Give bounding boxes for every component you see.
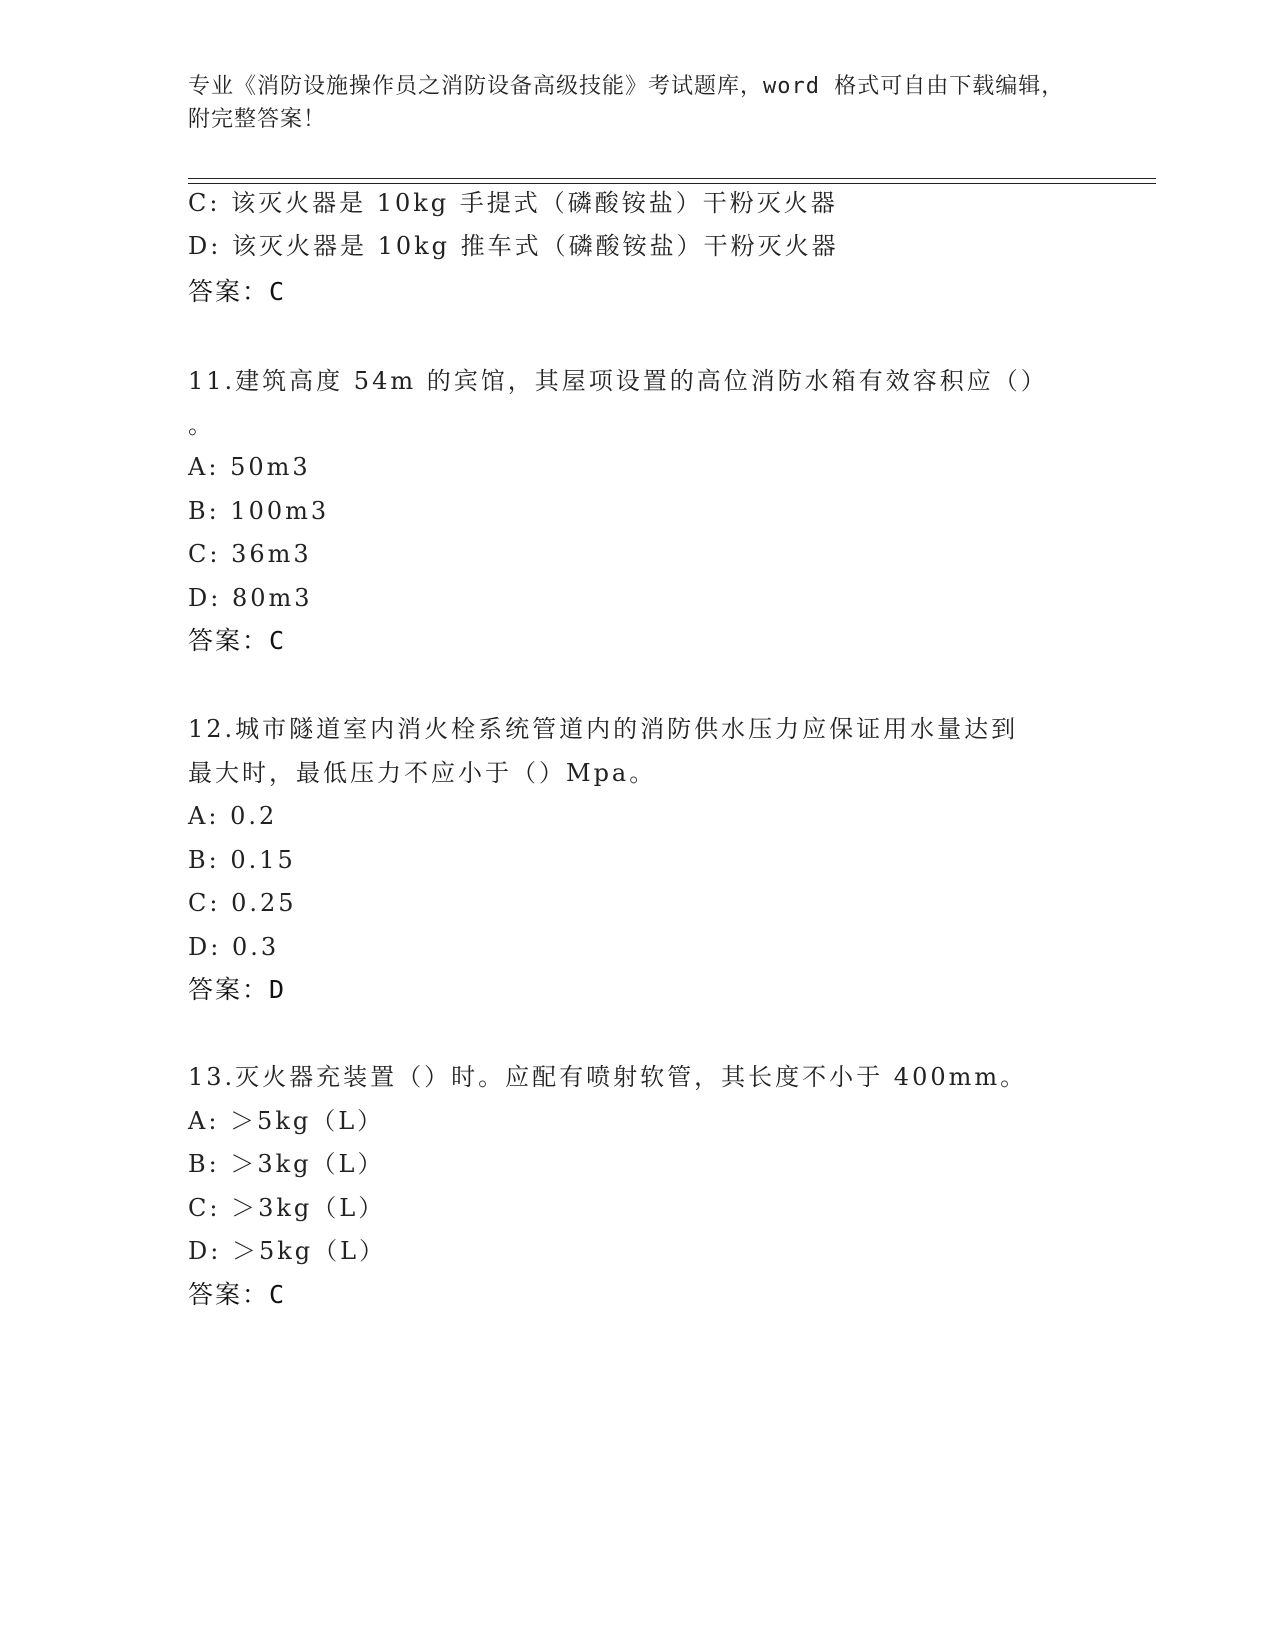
option-text: 该灭火器是 10kg 手提式（磷酸铵盐）干粉灭火器 bbox=[231, 189, 838, 217]
answer-label: 答案： bbox=[188, 626, 270, 655]
option-text: ＞3kg（L） bbox=[231, 1194, 386, 1222]
question-13-option-a: A: ＞5kg（L） bbox=[188, 1107, 385, 1135]
option-letter: C bbox=[188, 889, 210, 917]
answer-label: 答案： bbox=[188, 277, 270, 306]
option-letter: D bbox=[188, 1237, 211, 1265]
option-text: 80m3 bbox=[231, 584, 313, 612]
answer-value: D bbox=[269, 975, 287, 1004]
question-12-option-b: B: 0.15 bbox=[188, 846, 296, 874]
option-text: ＞3kg（L） bbox=[230, 1150, 385, 1178]
answer-label: 答案： bbox=[188, 975, 270, 1004]
option-text: ＞5kg（L） bbox=[231, 1237, 387, 1265]
question-11-option-b: B: 100m3 bbox=[188, 497, 330, 525]
question-11-answer bbox=[188, 626, 286, 656]
answer-label: 答案： bbox=[188, 1280, 270, 1309]
question-11-option-c: C: 36m3 bbox=[188, 540, 312, 568]
question-12-answer bbox=[188, 975, 286, 1005]
question-12-option-a: A: 0.2 bbox=[188, 802, 278, 830]
option-c: C: 该灭火器是 10kg 手提式（磷酸铵盐）干粉灭火器 bbox=[188, 189, 838, 217]
option-letter: A bbox=[188, 453, 209, 481]
question-13-answer bbox=[188, 1280, 286, 1310]
option-letter: B bbox=[188, 497, 209, 525]
option-text: 该灭火器是 10kg 推车式（磷酸铵盐）干粉灭火器 bbox=[231, 232, 839, 260]
answer-line bbox=[188, 277, 286, 307]
option-text: 100m3 bbox=[230, 497, 330, 525]
option-text: 36m3 bbox=[231, 540, 312, 568]
option-text: 50m3 bbox=[230, 453, 311, 481]
option-letter: A bbox=[188, 802, 209, 830]
option-letter: C bbox=[188, 540, 210, 568]
option-letter: D bbox=[188, 584, 211, 612]
question-12-option-c: C: 0.25 bbox=[188, 889, 297, 917]
option-letter: C bbox=[188, 1194, 210, 1222]
question-12-stem-cont: 最大时，最低压力不应小于（）Mpa。 bbox=[188, 759, 657, 787]
option-letter: D bbox=[188, 232, 211, 260]
question-11-option-a: A: 50m3 bbox=[188, 453, 311, 481]
question-11-option-d: D: 80m3 bbox=[188, 584, 313, 612]
option-letter: A bbox=[188, 1107, 209, 1135]
document-header: 专业《消防设施操作员之消防设备高级技能》考试题库，word 格式可自由下载编辑，附完整答案！ bbox=[188, 74, 1065, 132]
question-12-option-d: D: 0.3 bbox=[188, 933, 280, 961]
question-12-stem: 12.城市隧道室内消火栓系统管道内的消防供水压力应保证用水量达到 bbox=[188, 715, 1019, 743]
header-rule-bottom bbox=[188, 183, 1156, 184]
option-letter: C bbox=[188, 189, 210, 217]
option-text: 0.15 bbox=[230, 846, 296, 874]
option-d: D: 该灭火器是 10kg 推车式（磷酸铵盐）干粉灭火器 bbox=[188, 232, 839, 260]
option-text: ＞5kg（L） bbox=[230, 1107, 385, 1135]
header-rule-top bbox=[188, 178, 1156, 179]
question-11-stem: 11.建筑高度 54m 的宾馆，其屋项设置的高位消防水箱有效容积应（） bbox=[188, 367, 1048, 395]
option-letter: D bbox=[188, 933, 211, 961]
option-text: 0.2 bbox=[230, 802, 278, 830]
question-13-option-b: B: ＞3kg（L） bbox=[188, 1150, 385, 1178]
question-13-stem: 13.灭火器充装置（）时。应配有喷射软管，其长度不小于 400mm。 bbox=[188, 1063, 1028, 1091]
option-text: 0.25 bbox=[231, 889, 297, 917]
option-letter: B bbox=[188, 846, 209, 874]
question-13-option-d: D: ＞5kg（L） bbox=[188, 1237, 387, 1265]
answer-value: C bbox=[269, 1280, 287, 1309]
answer-value: C bbox=[269, 626, 287, 655]
question-13-option-c: C: ＞3kg（L） bbox=[188, 1194, 386, 1222]
answer-value: C bbox=[269, 277, 287, 306]
option-letter: B bbox=[188, 1150, 209, 1178]
option-text: 0.3 bbox=[231, 933, 280, 961]
question-11-stem-cont: 。 bbox=[188, 411, 215, 439]
